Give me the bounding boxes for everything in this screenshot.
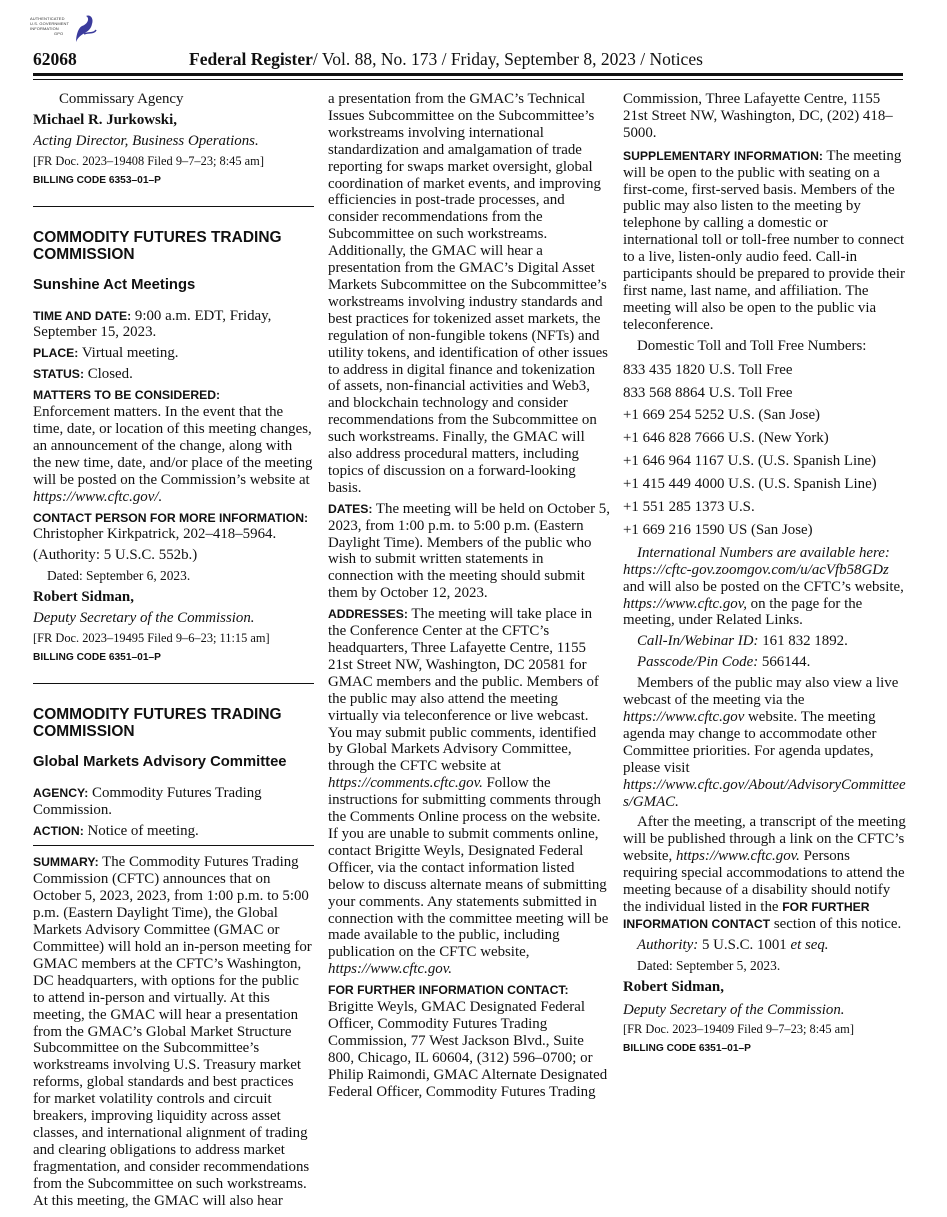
signer-name: Robert Sidman,	[33, 589, 134, 606]
numbers-heading: Domestic Toll and Toll Free Numbers:	[637, 337, 867, 354]
addresses-section: ADDRESSES: The meeting will take place in the Conference Center at the CFTC’s headquarters, Three Lafayette Centre, 1155 21st Street NW, Washington, DC 20581 for GMAC members and the public. Members of the public may also attend the meeting virtually via teleconference or live webcast. You may submit public comments, identified by Global Markets Advisory Committee, through the CFTC website at https://comments.cftc.gov. Follow the instructions for submitting comments through the Comments Online process on the website. If you are unable to submit comments online, contact Brigitte Weyls, Designated Federal Officer, via the contact information listed below to discuss alternate means of submitting your comments. Any statements submitted in connection with the committee meeting will be made available to the public, including publication on the CFTC website, https://www.cftc.gov.	[328, 606, 609, 978]
gpo-authentication-logo	[30, 12, 100, 46]
billing-code: BILLING CODE 6353–01–P	[33, 174, 161, 186]
billing-code: BILLING CODE 6351–01–P	[33, 651, 161, 663]
passcode: Passcode/Pin Code: 566144.	[637, 654, 811, 671]
contact-continued: Commission, Three Lafayette Centre, 1155 21st Street NW, Washington, DC, (202) 418–5000.	[623, 91, 893, 141]
further-info-contact: FOR FURTHER INFORMATION CONTACT: Brigitte Weyls, GMAC Designated Federal Officer, Commodity Futures Trading Commission, 77 West Jackson Blvd., Suite 800, Chicago, IL 60604, (312) 596–0700; or Philip Raimondi, GMAC Alternate Designated Federal Officer, Commodity Futures Trading	[328, 983, 608, 1100]
agency-heading: COMMODITY FUTURES TRADING COMMISSION	[33, 228, 282, 263]
action-field: ACTION: Notice of meeting.	[33, 822, 199, 839]
dated-line: Dated: September 6, 2023.	[47, 568, 191, 584]
phone-number: +1 669 254 5252 U.S. (San Jose)	[623, 407, 821, 424]
signer-title: Deputy Secretary of the Commission.	[33, 610, 255, 627]
dated-line: Dated: September 5, 2023.	[637, 957, 781, 973]
phone-number: +1 646 828 7666 U.S. (New York)	[623, 430, 829, 447]
dates-section: DATES: The meeting will be held on October 5, 2023, from 1:00 p.m. to 5:00 p.m. (Eastern Daylight Time). Members of the public who wish to submit written statements in connection with the meeting should submit them by October 12, 2023.	[328, 500, 610, 602]
section-divider	[33, 206, 314, 207]
signer-name: Robert Sidman,	[623, 978, 724, 995]
status: STATUS: Closed.	[33, 366, 133, 383]
page-header	[33, 49, 903, 71]
contact-person: CONTACT PERSON FOR MORE INFORMATION: Christopher Kirkpatrick, 202–418–5964.	[33, 510, 309, 543]
previous-agency: Commissary Agency	[59, 91, 184, 107]
cftc-link[interactable]: https://www.cftc.gov.	[675, 848, 800, 865]
international-numbers: International Numbers are available here: https://cftc-gov.zoomgov.com/u/acVfb58GDz and will also be posted on the CFTC’s website, https://www.cftc.gov, on the page for the meeting, under Related Links.	[623, 544, 904, 629]
document-title: Global Markets Advisory Committee	[33, 753, 287, 770]
eagle-icon	[72, 12, 98, 46]
webinar-id: Call-In/Webinar ID: 161 832 1892.	[637, 633, 848, 650]
webcast-info: Members of the public may also view a live webcast of the meeting via the https://www.cftc.gov website. The meeting agenda may change to accommodate other Committee priorities. For agenda updates, please visit https://www.cftc.gov/About/AdvisoryCommittees/GMAC.	[623, 675, 906, 810]
document-title: Sunshine Act Meetings	[33, 276, 196, 293]
phone-number-list	[623, 362, 906, 539]
fr-doc-line: [FR Doc. 2023–19495 Filed 9–6–23; 11:15 am]	[33, 630, 270, 645]
fr-doc-line: [FR Doc. 2023–19409 Filed 9–7–23; 8:45 am]	[623, 1022, 854, 1037]
authority-line: (Authority: 5 U.S.C. 552b.)	[33, 547, 198, 564]
phone-number: 833 435 1820 U.S. Toll Free	[623, 361, 793, 378]
time-and-date: TIME AND DATE: 9:00 a.m. EDT, Friday, September 15, 2023.	[33, 307, 272, 341]
agency-field: AGENCY: Commodity Futures Trading Commission.	[33, 784, 262, 818]
supplementary-information: SUPPLEMENTARY INFORMATION: The meeting will be open to the public with seating on a first-come, first-served basis. Members of the public may also listen to the meeting by telephone by calling a domestic or international toll or toll-free number to connect to a live, listen-only audio feed. Call-in participants should be prepared to provide their first name, last name, and affiliation. The meeting will also be open to the public via teleconference.	[623, 147, 906, 333]
logo-text: AUTHENTICATED U.S. GOVERNMENT INFORMATION GPO	[30, 16, 70, 36]
billing-code: BILLING CODE 6351–01–P	[623, 1043, 751, 1055]
agency-heading: COMMODITY FUTURES TRADING COMMISSION	[33, 705, 282, 740]
cftc-link[interactable]: https://www.cftc.gov/.	[33, 488, 163, 505]
comments-link[interactable]: https://comments.cftc.gov.	[328, 775, 483, 792]
signer-title: Acting Director, Business Operations.	[33, 132, 259, 149]
signer-name: Michael R. Jurkowski,	[33, 111, 177, 128]
phone-number: +1 415 449 4000 U.S. (U.S. Spanish Line)	[623, 476, 877, 493]
cftc-link[interactable]: https://www.cftc.gov,	[623, 595, 747, 612]
section-divider	[33, 683, 314, 684]
fr-doc-line: [FR Doc. 2023–19408 Filed 9–7–23; 8:45 am]	[33, 153, 264, 168]
column-1	[33, 91, 314, 1217]
cftc-link[interactable]: https://www.cftc.gov	[623, 709, 745, 725]
column-2	[328, 91, 611, 1217]
signer-title: Deputy Secretary of the Commission.	[623, 1001, 845, 1018]
section-divider	[33, 845, 314, 846]
phone-number: +1 646 964 1167 U.S. (U.S. Spanish Line)	[623, 453, 877, 470]
summary: SUMMARY: The Commodity Futures Trading Commission (CFTC) announces that on October 5, 2023, 2023, from 1:00 p.m. to 5:00 p.m. (Eastern Daylight Time), the Global Markets Advisory Committee (GMAC or Committee) will hold an in-person meeting for GMAC members at the CFTC’s Washington, DC headquarters, with options for the public to attend in-person and virtually. At this meeting, the GMAC will hear a presentation from the GMAC’s Global Market Structure Subcommittee on the Subcommittee’s workstreams involving U.S. Treasury market reforms, global standards and best practices for market volatility controls and circuit breakers, improving liquidity across asset classes, and international alignment of trading and clearing obligations to address market fragmentation, and consider recommendations from the Subcommittee on such workstreams. At this meeting, the GMAC will also hear	[33, 854, 312, 1209]
authority-line: Authority: 5 U.S.C. 1001 et seq.	[637, 936, 829, 953]
gmac-link[interactable]: https://www.cftc.gov/About/AdvisoryCommittees/GMAC.	[623, 776, 906, 810]
place: PLACE: Virtual meeting.	[33, 345, 179, 362]
summary-continued: a presentation from the GMAC’s Technical Issues Subcommittee on the Subcommittee’s workstreams involving international standardization and amalgamation of trade reporting for swaps market oversight, global coordination of market events, and improving efficiencies in post-trade processes, and consider recommendations from the Subcommittee on such workstreams. Additionally, the GMAC will hear a presentation from the GMAC’s Digital Asset Markets Subcommittee on the Subcommittee’s workstreams involving industry standards and best practices for tokenized asset markets, the regulation of non-fungible tokens (NFTs) and utility tokens, and identification of other issues to address in digital finance and tokenization of assets, non-financial activities and Web3, and blockchain technology and consider recommendations from the Subcommittee on such workstreams. Finally, the GMAC will also address procedural matters, including topics of discussion on a forward-looking basis.	[328, 91, 608, 496]
volume-info: / Vol. 88, No. 173 / Friday, September 8, 2023 / Notices	[312, 49, 703, 69]
running-title	[189, 49, 703, 70]
phone-number: +1 551 285 1373 U.S.	[623, 499, 755, 516]
header-rule-thin	[33, 79, 903, 80]
column-3	[623, 91, 906, 1217]
after-meeting: After the meeting, a transcript of the meeting will be published through a link on the CFTC’s website, https://www.cftc.gov. Persons requiring special accommodations to attend the meeting because of a disability should notify the individual listed in the FOR FURTHER INFORMATION CONTACT section of this notice.	[623, 814, 906, 932]
publication-name: Federal Register	[189, 49, 313, 69]
page-number: 62068	[33, 49, 77, 69]
phone-number: +1 669 216 1590 US (San Jose)	[623, 521, 813, 538]
cftc-link[interactable]: https://www.cftc.gov.	[328, 961, 452, 978]
header-rule-thick	[33, 73, 903, 76]
phone-number: 833 568 8864 U.S. Toll Free	[623, 384, 793, 401]
matters-to-be-considered: MATTERS TO BE CONSIDERED: Enforcement matters. In the event that the time, date, or location of this meeting changes, an announcement of the change, along with the new time, date, and/or place of the meeting will be posted on the Commission’s website at https://www.cftc.gov/.	[33, 388, 313, 505]
